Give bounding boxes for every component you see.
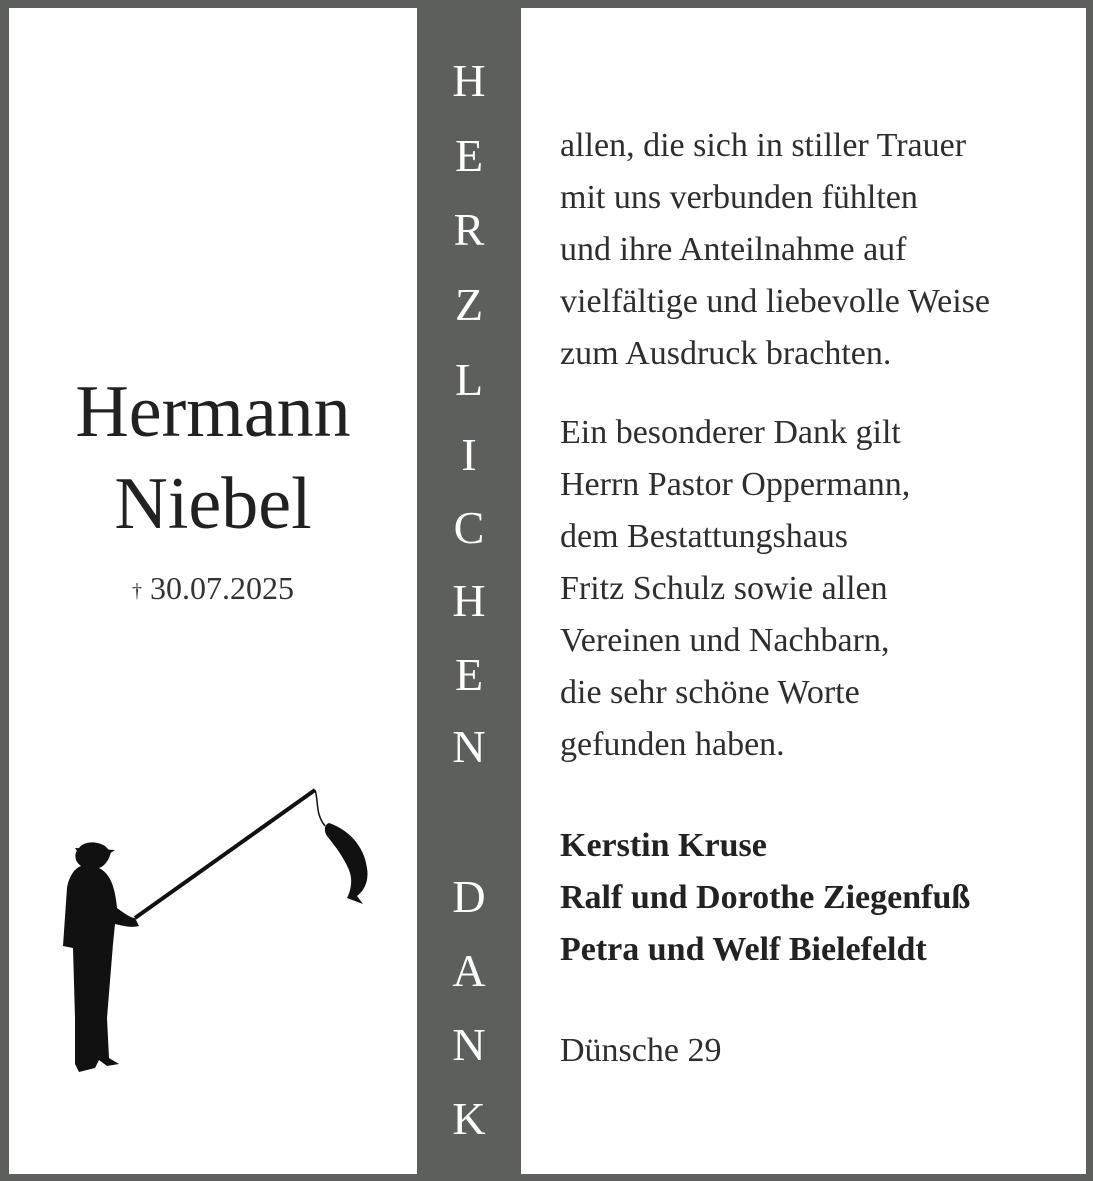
title-letter: H bbox=[452, 575, 486, 626]
signers-list bbox=[560, 820, 970, 976]
angler-silhouette-icon bbox=[39, 768, 399, 1088]
title-letter: Z bbox=[454, 279, 484, 330]
text-line: die sehr schöne Worte bbox=[560, 674, 860, 711]
text-line: und ihre Anteilnahme auf bbox=[560, 231, 907, 268]
title-letter: H bbox=[452, 55, 486, 106]
text-line: Fritz Schulz sowie allen bbox=[560, 570, 888, 607]
text-line: mit uns verbunden fühlten bbox=[560, 179, 918, 216]
text-line: gefunden haben. bbox=[560, 726, 785, 763]
deceased-last-name: Niebel bbox=[114, 463, 312, 545]
signer-name: Petra und Welf Bielefeldt bbox=[560, 931, 927, 968]
text-line: dem Bestattungshaus bbox=[560, 518, 849, 555]
title-letter: E bbox=[454, 649, 484, 700]
text-line: vielfältige und liebevolle Weise bbox=[560, 283, 990, 320]
text-line: Herrn Pastor Oppermann, bbox=[560, 466, 911, 503]
vertical-title bbox=[417, 0, 521, 1181]
text-line: zum Ausdruck brachten. bbox=[560, 335, 892, 372]
thanks-paragraph-2 bbox=[560, 407, 910, 771]
thanks-paragraph-1 bbox=[560, 120, 990, 380]
title-letter: K bbox=[452, 1093, 486, 1144]
title-letter: C bbox=[453, 502, 485, 553]
title-letter: N bbox=[452, 1019, 486, 1070]
signer-name: Ralf und Dorothe Ziegenfuß bbox=[560, 879, 971, 916]
cross-icon: † bbox=[132, 580, 142, 602]
title-letter: R bbox=[453, 204, 485, 255]
title-letter: D bbox=[452, 871, 486, 922]
deceased-first-name: Hermann bbox=[75, 371, 351, 453]
left-panel bbox=[9, 8, 417, 1174]
death-date-line bbox=[9, 570, 417, 607]
title-letter: E bbox=[454, 130, 484, 181]
text-line: Vereinen und Nachbarn, bbox=[560, 622, 890, 659]
text-line: Ein besonderer Dank gilt bbox=[560, 414, 901, 451]
title-letter: N bbox=[452, 721, 486, 772]
text-line: allen, die sich in stiller Trauer bbox=[560, 127, 967, 164]
title-letter: L bbox=[454, 354, 484, 405]
death-date: 30.07.2025 bbox=[150, 570, 294, 606]
signer-name: Kerstin Kruse bbox=[560, 827, 767, 864]
title-letter: A bbox=[452, 945, 486, 996]
address: Dünsche 29 bbox=[560, 1032, 722, 1069]
title-letter: I bbox=[461, 429, 477, 480]
